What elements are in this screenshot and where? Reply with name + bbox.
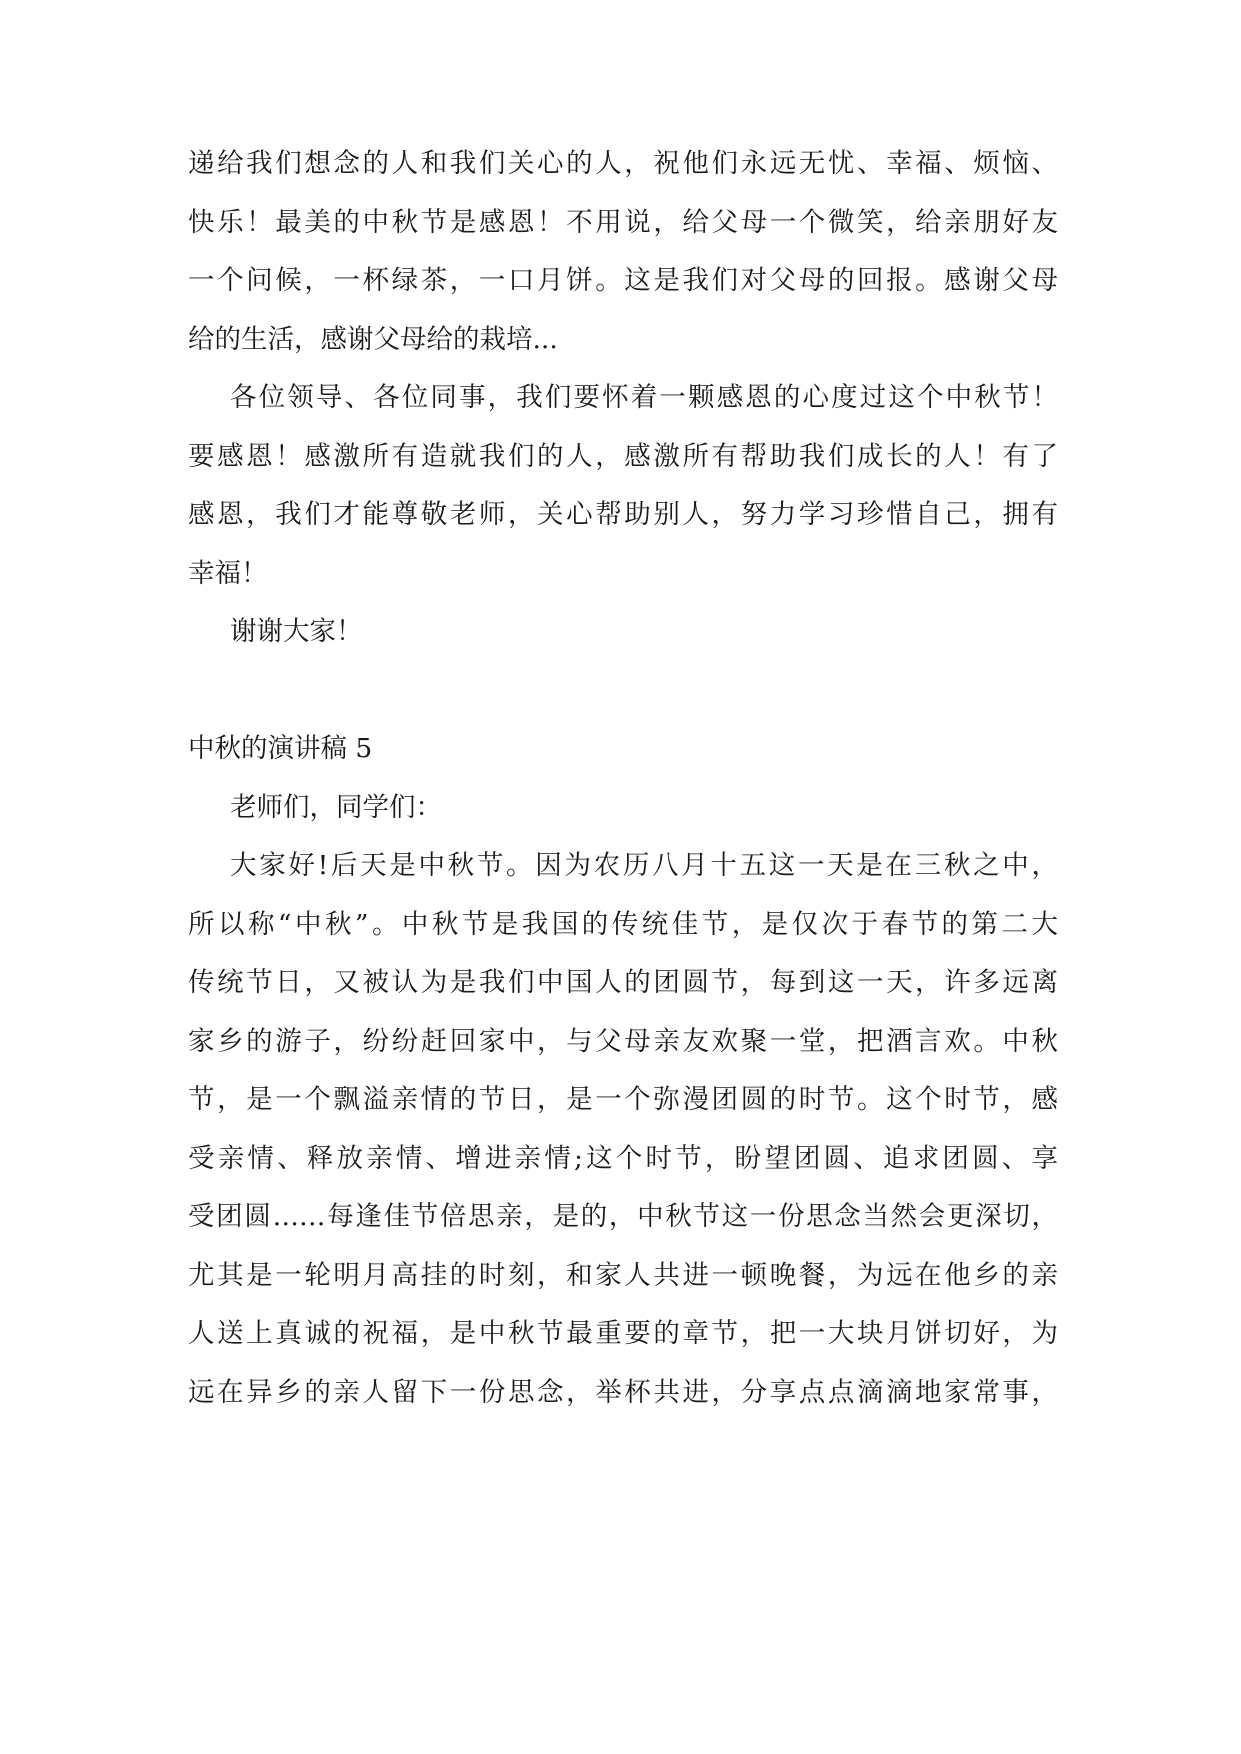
paragraph-line: 要感恩！感激所有造就我们的人，感激所有帮助我们成长的人！有了 xyxy=(188,441,1058,472)
paragraph-line: 各位领导、各位同事，我们要怀着一颗感恩的心度过这个中秋节！ xyxy=(230,382,1058,413)
paragraph-line: 老师们，同学们： xyxy=(230,792,442,823)
paragraph-line: 远在异乡的亲人留下一份思念，举杯共进，分享点点滴滴地家常事， xyxy=(188,1377,1058,1408)
section-title: 中秋的演讲稿 5 xyxy=(188,733,373,764)
paragraph-line: 感恩，我们才能尊敬老师，关心帮助别人，努力学习珍惜自己，拥有 xyxy=(188,499,1058,530)
paragraph-line: 家乡的游子，纷纷赶回家中，与父母亲友欢聚一堂，把酒言欢。中秋 xyxy=(188,1026,1058,1057)
paragraph-line: 大家好!后天是中秋节。因为农历八月十五这一天是在三秋之中， xyxy=(230,850,1058,881)
paragraph-line: 递给我们想念的人和我们关心的人，祝他们永远无忧、幸福、烦恼、 xyxy=(188,148,1058,179)
paragraph-line: 幸福！ xyxy=(188,558,268,589)
paragraph-line: 给的生活，感谢父母给的栽培... xyxy=(188,324,558,355)
paragraph-line: 所以称“中秋”。中秋节是我国的传统佳节，是仅次于春节的第二大 xyxy=(188,909,1058,940)
paragraph-line: 节，是一个飘溢亲情的节日，是一个弥漫团圆的时节。这个时节，感 xyxy=(188,1084,1058,1115)
paragraph-line: 快乐！最美的中秋节是感恩！不用说，给父母一个微笑，给亲朋好友 xyxy=(188,207,1058,238)
paragraph-line: 传统节日，又被认为是我们中国人的团圆节，每到这一天，许多远离 xyxy=(188,967,1058,998)
paragraph-line: 一个问候，一杯绿茶，一口月饼。这是我们对父母的回报。感谢父母 xyxy=(188,265,1058,296)
paragraph-line: 受亲情、释放亲情、增进亲情;这个时节，盼望团圆、追求团圆、享 xyxy=(188,1143,1058,1174)
paragraph-line: 受团圆……每逢佳节倍思亲，是的，中秋节这一份思念当然会更深切， xyxy=(188,1201,1058,1232)
paragraph-line: 谢谢大家！ xyxy=(230,616,363,647)
paragraph-line: 人送上真诚的祝福，是中秋节最重要的章节，把一大块月饼切好，为 xyxy=(188,1318,1058,1349)
paragraph-line: 尤其是一轮明月高挂的时刻，和家人共进一顿晚餐，为远在他乡的亲 xyxy=(188,1260,1058,1291)
